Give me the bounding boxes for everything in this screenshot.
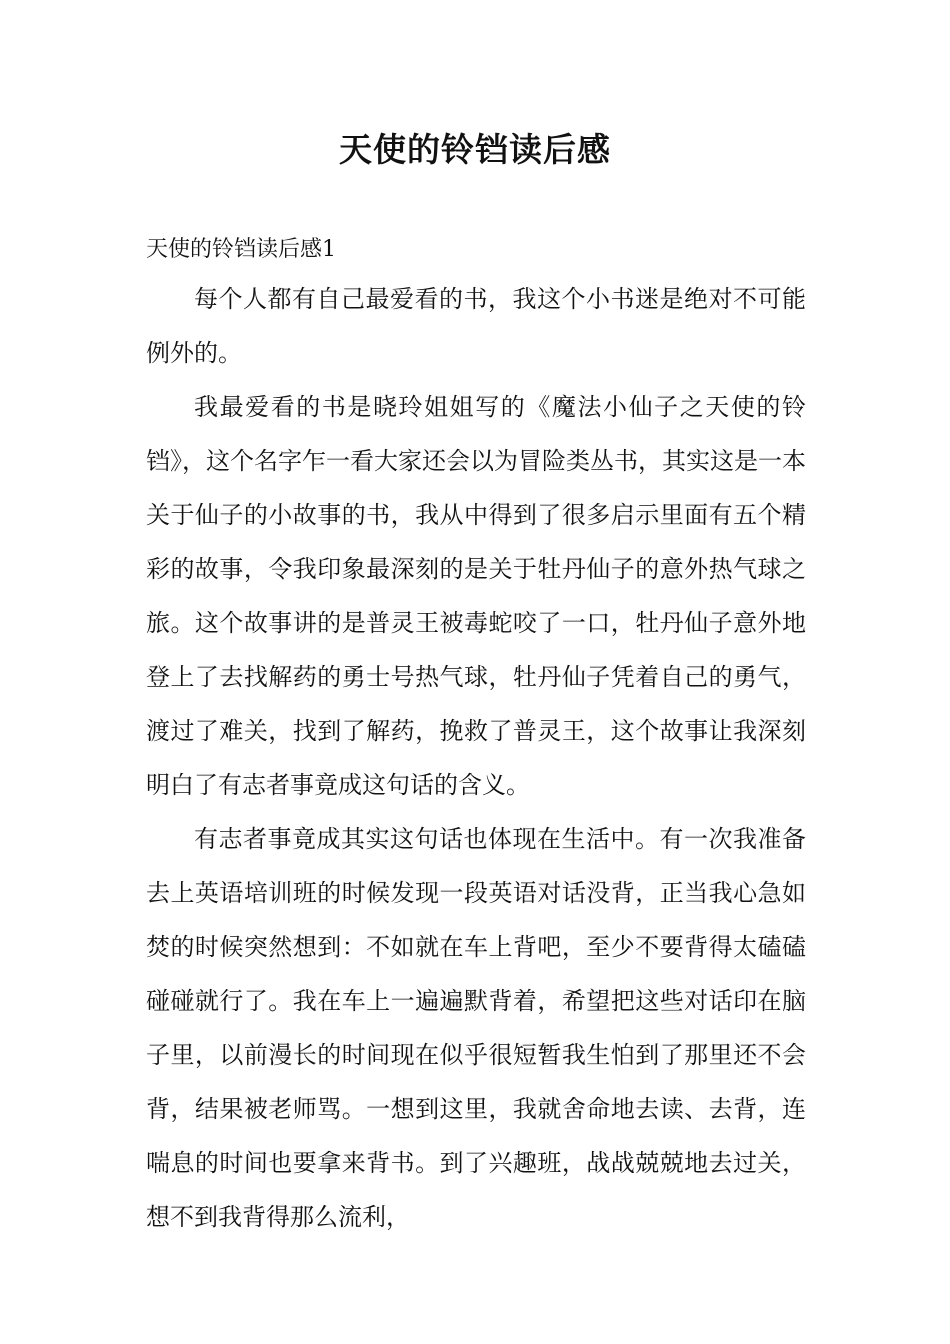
paragraph-1: 每个人都有自己最爱看的书，我这个小书迷是绝对不可能例外的。 [146, 285, 806, 367]
section-heading: 天使的铃铛读后感1 [146, 237, 336, 262]
document-title: 天使的铃铛读后感 [339, 130, 611, 169]
document-body [146, 272, 806, 1244]
paragraph-3: 有志者事竟成其实这句话也体现在生活中。有一次我准备去上英语培训班的时候发现一段英语对话没背，正当我心急如焚的时候突然想到：不如就在车上背吧，至少不要背得太磕磕碰碰就行了。我在车上一遍遍默背着，希望把这些对话印在脑子里，以前漫长的时间现在似乎很短暂我生怕到了那里还不会背，结果被老师骂。一想到这里，我就舍命地去读、去背，连喘息的时间也要拿来背书。到了兴趣班，战战兢兢地去过关，想不到我背得那么流利， [146, 825, 806, 1231]
paragraph-2: 我最爱看的书是晓玲姐姐写的《魔法小仙子之天使的铃铛》，这个名字乍一看大家还会以为冒险类丛书，其实这是一本关于仙子的小故事的书，我从中得到了很多启示里面有五个精彩的故事，令我印象最深刻的是关于牡丹仙子的意外热气球之旅。这个故事讲的是普灵王被毒蛇咬了一口，牡丹仙子意外地登上了去找解药的勇士号热气球，牡丹仙子凭着自己的勇气，渡过了难关，找到了解药，挽救了普灵王，这个故事让我深刻明白了有志者事竟成这句话的含义。 [146, 393, 806, 799]
